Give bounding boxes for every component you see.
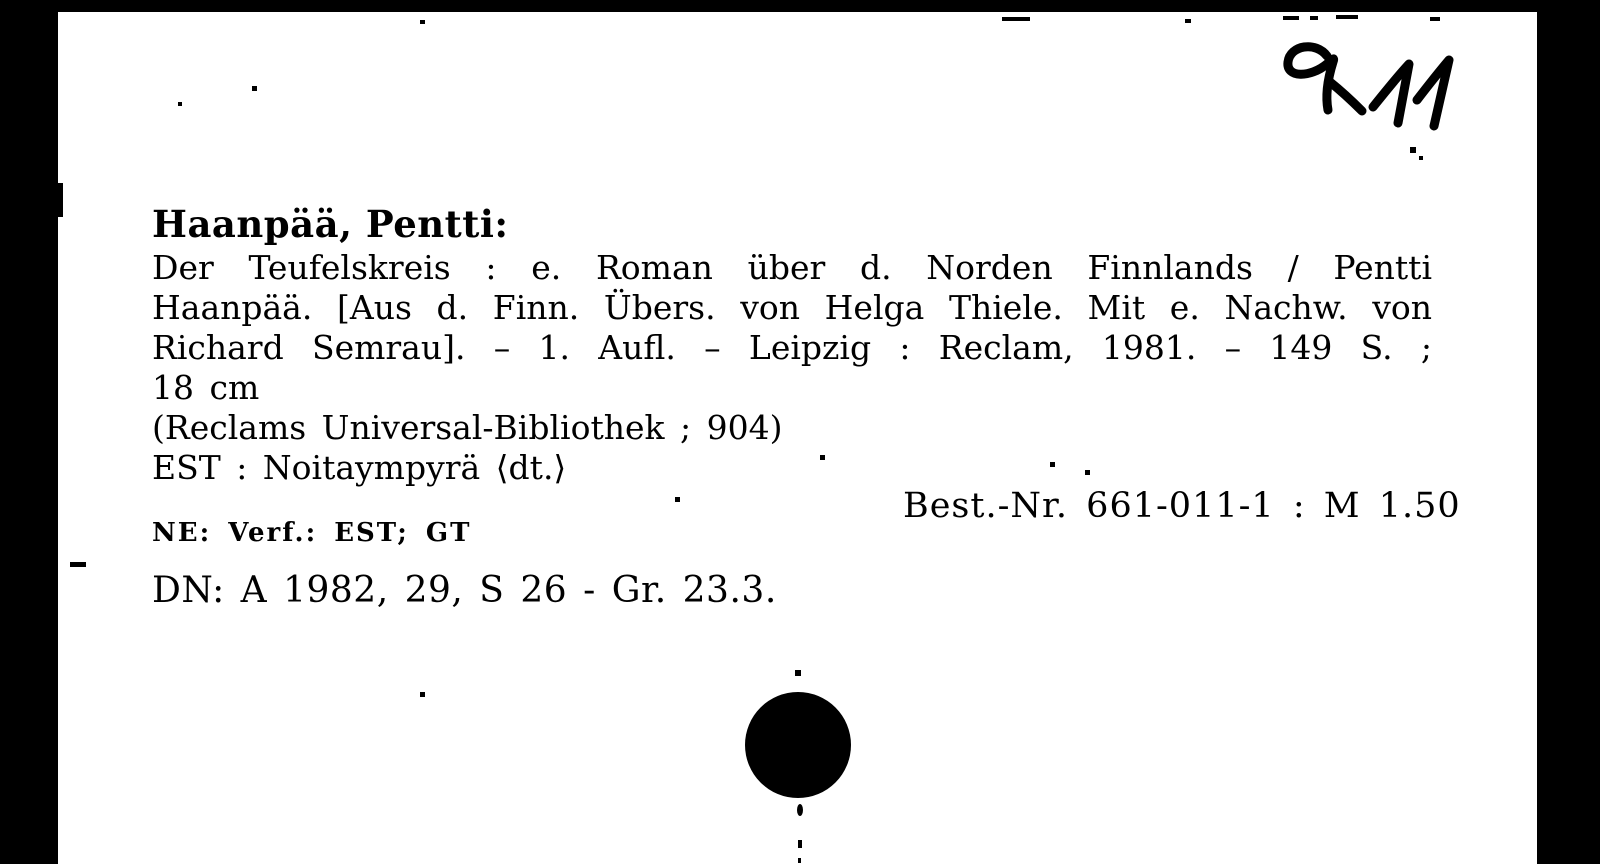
scan-speck [1283,16,1299,20]
scan-speck [820,455,825,460]
scan-speck [420,20,425,24]
description-line: Richard Semrau]. – 1. Aufl. – Leipzig : Reclam, 1981. – 149 S. ; [152,328,1432,367]
description-line: Der Teufelskreis : e. Roman über d. Norden Finnlands / Pentti [152,248,1432,287]
scan-speck [1419,156,1423,160]
scan-speck [1185,19,1191,23]
scan-speck [70,562,86,567]
scan-speck [1002,17,1030,21]
handwritten-mark-r11 [1230,30,1530,180]
scan-speck [420,692,425,697]
scan-speck [1310,16,1318,20]
dn-reference-line: DN: A 1982, 29, S 26 - Gr. 23.3. [152,570,777,611]
uniform-title-line: EST : Noitaympyrä ⟨dt.⟩ [152,448,567,487]
scan-speck [1085,470,1090,475]
scan-speck [252,86,257,91]
scan-speck [675,497,680,502]
scan-speck [1410,147,1416,153]
catalog-card [58,12,1537,864]
scan-speck [178,102,182,106]
handwritten-r-leg-stroke [1330,82,1362,111]
description-line: 18 cm [152,368,260,407]
handwritten-one-stroke [1417,60,1449,126]
scan-speck [798,840,802,848]
ne-tracing-line: NE: Verf.: EST; GT [152,518,472,548]
scan-speck [58,183,63,217]
scan-speck [797,804,803,816]
scan-speck [795,670,801,676]
hole-punch [745,692,851,798]
description-line: Haanpää. [Aus d. Finn. Übers. von Helga Thiele. Mit e. Nachw. von [152,288,1432,327]
bibliographic-description [152,248,1432,488]
series-statement: (Reclams Universal-Bibliothek ; 904) [152,408,783,447]
handwritten-one-stroke [1373,64,1409,123]
order-number-price-line: Best.-Nr. 661-011-1 : M 1.50 [903,486,1461,526]
scan-speck [1430,17,1440,21]
scan-speck [798,858,801,863]
author-heading: Haanpää, Pentti: [152,202,509,246]
scan-speck [1336,15,1358,19]
scan-speck [1050,462,1055,467]
handwritten-r-stroke [1288,47,1334,110]
